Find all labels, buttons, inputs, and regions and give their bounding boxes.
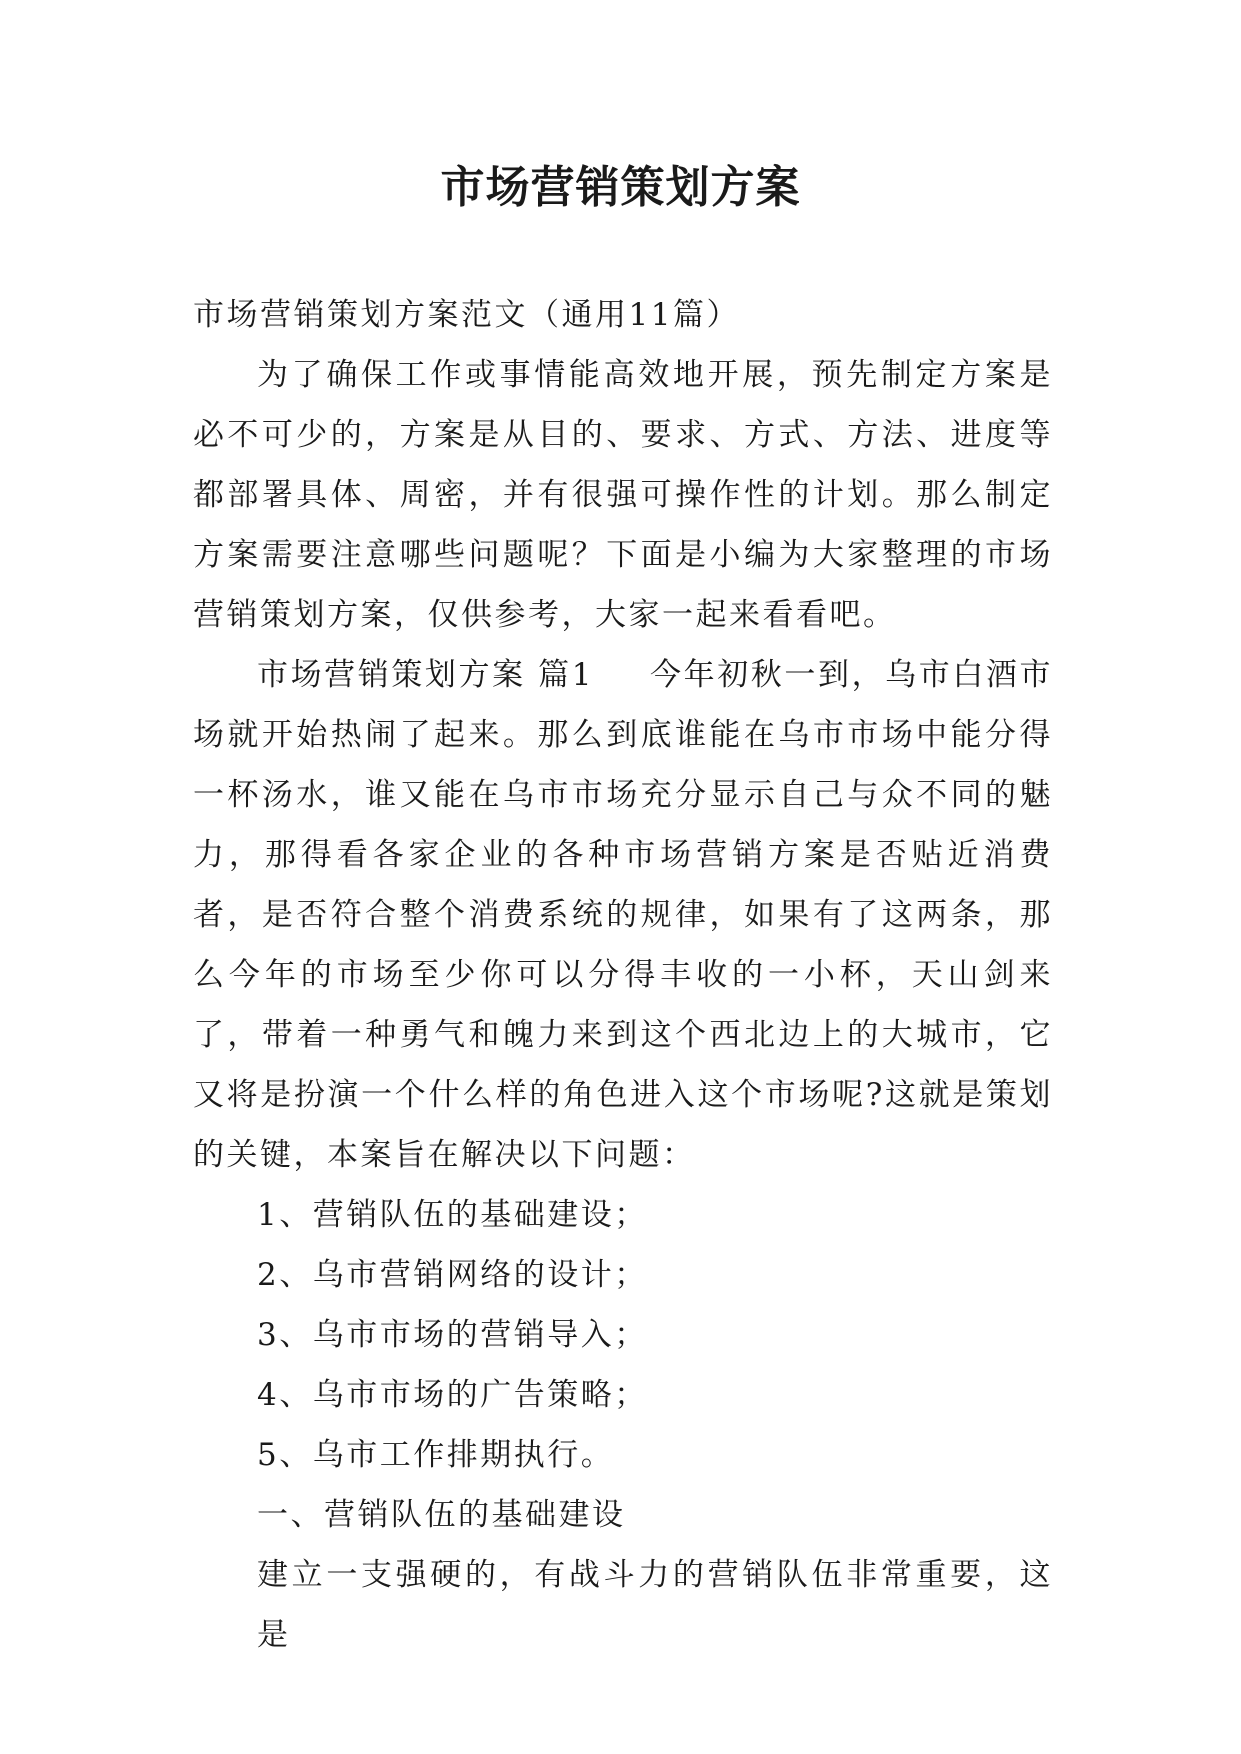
list-item: 4、乌市市场的广告策略；	[257, 1377, 648, 1413]
list-item: 1、营销队伍的基础建设；	[257, 1197, 648, 1233]
part1-paragraph: 建立一支强硬的，有战斗力的营销队伍非常重要，这是	[257, 1557, 1053, 1653]
document-title: 市场营销策划方案	[440, 162, 801, 213]
list-item: 3、乌市市场的营销导入；	[257, 1317, 648, 1353]
list-item: 5、乌市工作排期执行。	[257, 1437, 615, 1473]
list-item: 2、乌市营销网络的设计；	[257, 1257, 648, 1293]
section1-heading: 市场营销策划方案 篇1	[257, 657, 594, 693]
section1-paragraph	[193, 645, 1053, 1185]
intro-paragraph: 为了确保工作或事情能高效地开展，预先制定方案是必不可少的，方案是从目的、要求、方式、方法、进度等都部署具体、周密，并有很强可操作性的计划。那么制定方案需要注意哪些问题呢？下面是小编为大家整理的市场营销策划方案，仅供参考，大家一起来看看吧。	[193, 357, 1053, 633]
document-subtitle: 市场营销策划方案范文（通用11篇）	[193, 297, 740, 333]
part1-heading: 一、营销队伍的基础建设	[257, 1497, 626, 1533]
section1-text: 今年初秋一到，乌市白酒市场就开始热闹了起来。那么到底谁能在乌市市场中能分得一杯汤水，谁又能在乌市市场充分显示自己与众不同的魅力，那得看各家企业的各种市场营销方案是否贴近消费者，是否符合整个消费系统的规律，如果有了这两条，那么今年的市场至少你可以分得丰收的一小杯，天山剑来了，带着一种勇气和魄力来到这个西北边上的大城市，它又将是扮演一个什么样的角色进入这个市场呢?这就是策划的关键，本案旨在解决以下问题：	[193, 657, 1054, 1173]
document-body	[193, 285, 1053, 1665]
